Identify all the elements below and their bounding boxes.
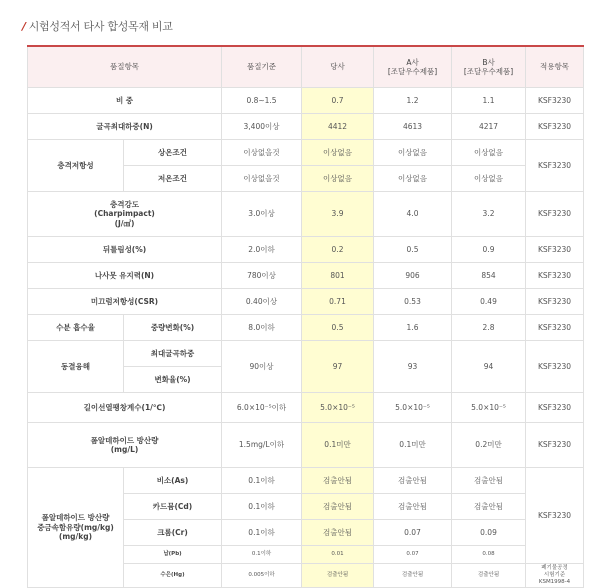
row-label: 길이선열팽창계수(1/℃)	[28, 393, 222, 423]
header-a-name: A사	[406, 57, 419, 67]
title-text: 시험성적서 타사 합성목재 비교	[28, 20, 173, 33]
cell-a: 검출안됨	[374, 564, 452, 588]
cell-ours: 검출안됨	[302, 494, 374, 520]
row-group-label	[28, 468, 124, 588]
cell-ours: 97	[302, 341, 374, 393]
header-item: 품질항목	[28, 46, 222, 88]
cell-ours: 이상없음	[302, 140, 374, 166]
row-sublabel: 저온조건	[124, 166, 222, 192]
table-row	[28, 237, 584, 263]
cell-applied	[526, 564, 584, 588]
cell-ours: 3.9	[302, 192, 374, 237]
row-sublabel: 크롬(Cr)	[124, 520, 222, 546]
cell-b: 0.09	[452, 520, 526, 546]
row-sublabel: 카드뮴(Cd)	[124, 494, 222, 520]
row-label: 뒤틀림성(%)	[28, 237, 222, 263]
row-sublabel: 상온조건	[124, 140, 222, 166]
header-applied: 적용항목	[526, 46, 584, 88]
cell-a: 0.07	[374, 520, 452, 546]
row-label-line: (J/㎠)	[114, 218, 135, 228]
header-standard: 품질기준	[222, 46, 302, 88]
cell-b: 검출안됨	[452, 494, 526, 520]
cell-b: 이상없음	[452, 140, 526, 166]
table-row	[28, 423, 584, 468]
row-label-line: 폼알데하이드 방산량	[90, 435, 159, 445]
cell-ours: 0.7	[302, 88, 374, 114]
row-label: 굴곡최대하중(N)	[28, 114, 222, 140]
row-label: 수분 흡수율	[28, 315, 124, 341]
table-row	[28, 263, 584, 289]
cell-a: 0.1미만	[374, 423, 452, 468]
cell-a: 이상없음	[374, 140, 452, 166]
cell-b: 94	[452, 341, 526, 393]
cell-b: 0.9	[452, 237, 526, 263]
cell-a: 93	[374, 341, 452, 393]
cell-b: 4217	[452, 114, 526, 140]
cell-ours: 이상없음	[302, 166, 374, 192]
cell-standard: 3.0이상	[222, 192, 302, 237]
row-label-line: (mg/kg)	[58, 532, 93, 542]
cell-standard: 이상없을것	[222, 140, 302, 166]
cell-a: 검출안됨	[374, 494, 452, 520]
table-row	[28, 140, 584, 166]
cell-a: 1.6	[374, 315, 452, 341]
row-sublabel: 변화율(%)	[124, 367, 222, 393]
cell-ours: 검출안됨	[302, 564, 374, 588]
table-row	[28, 88, 584, 114]
row-label-line: 폼알데하이드 방산량	[41, 513, 110, 523]
applied-line: KSM1998-4	[538, 578, 571, 585]
cell-applied: KSF3230	[526, 140, 584, 192]
row-group-label: 동결융해	[28, 341, 124, 393]
row-label-line: 중금속함유량(mg/kg)	[37, 522, 114, 532]
header-company-b	[452, 46, 526, 88]
cell-standard: 0.1이하	[222, 520, 302, 546]
cell-a: 0.07	[374, 546, 452, 564]
page-title	[22, 18, 173, 34]
row-label: 비 중	[28, 88, 222, 114]
cell-b: 검출안됨	[452, 468, 526, 494]
cell-ours: 4412	[302, 114, 374, 140]
cell-a: 906	[374, 263, 452, 289]
row-sublabel: 수은(Hg)	[124, 564, 222, 588]
cell-standard: 0.8~1.5	[222, 88, 302, 114]
cell-applied: KSF3230	[526, 114, 584, 140]
table-row	[28, 289, 584, 315]
header-b-name: B사	[482, 57, 495, 67]
row-label: 나사못 유지력(N)	[28, 263, 222, 289]
table-header-row	[28, 46, 584, 88]
table-row	[28, 315, 584, 341]
cell-applied: KSF3230	[526, 192, 584, 237]
cell-b: 0.49	[452, 289, 526, 315]
cell-b: 0.2미만	[452, 423, 526, 468]
cell-standard: 이상없을것	[222, 166, 302, 192]
cell-standard: 90이상	[222, 341, 302, 393]
cell-a: 5.0×10⁻⁵	[374, 393, 452, 423]
table-row	[28, 192, 584, 237]
row-sublabel: 납(Pb)	[124, 546, 222, 564]
cell-a: 4.0	[374, 192, 452, 237]
title-mark-icon: /	[22, 20, 26, 33]
row-label-line: 충격강도	[110, 199, 139, 209]
cell-b: 이상없음	[452, 166, 526, 192]
cell-standard: 3,400이상	[222, 114, 302, 140]
header-b-note: [조달우수제품]	[463, 67, 514, 76]
cell-a: 이상없음	[374, 166, 452, 192]
cell-ours: 0.01	[302, 546, 374, 564]
cell-standard: 6.0×10⁻⁵이하	[222, 393, 302, 423]
cell-applied: KSF3230	[526, 393, 584, 423]
cell-b: 854	[452, 263, 526, 289]
cell-ours: 0.5	[302, 315, 374, 341]
cell-ours: 검출안됨	[302, 520, 374, 546]
row-label-line: (mg/L)	[110, 445, 139, 454]
comparison-table-wrap	[27, 45, 583, 588]
row-sublabel: 최대굴곡하중	[124, 341, 222, 367]
table-row	[28, 468, 584, 494]
cell-b: 0.08	[452, 546, 526, 564]
cell-b: 2.8	[452, 315, 526, 341]
cell-applied: KSF3230	[526, 263, 584, 289]
cell-b: 5.0×10⁻⁵	[452, 393, 526, 423]
cell-standard: 0.1이하	[222, 546, 302, 564]
row-group-label: 충격저항성	[28, 140, 124, 192]
cell-applied: KSF3230	[526, 423, 584, 468]
cell-standard: 0.1이하	[222, 468, 302, 494]
cell-standard: 0.1이하	[222, 494, 302, 520]
cell-ours: 5.0×10⁻⁵	[302, 393, 374, 423]
header-ours: 당사	[302, 46, 374, 88]
cell-a: 0.5	[374, 237, 452, 263]
cell-b: 3.2	[452, 192, 526, 237]
cell-standard: 1.5mg/L이하	[222, 423, 302, 468]
row-label: 미끄럼저항성(CSR)	[28, 289, 222, 315]
cell-applied: KSF3230	[526, 315, 584, 341]
cell-applied: KSF3230	[526, 468, 584, 564]
header-company-a	[374, 46, 452, 88]
header-a-note: [조달우수제품]	[387, 67, 438, 76]
cell-ours: 0.71	[302, 289, 374, 315]
cell-standard: 2.0이하	[222, 237, 302, 263]
table-row	[28, 393, 584, 423]
cell-a: 0.53	[374, 289, 452, 315]
table-row	[28, 341, 584, 367]
comparison-table	[27, 45, 584, 588]
cell-b: 1.1	[452, 88, 526, 114]
cell-applied: KSF3230	[526, 341, 584, 393]
row-label	[28, 192, 222, 237]
row-sublabel: 비소(As)	[124, 468, 222, 494]
cell-a: 4613	[374, 114, 452, 140]
cell-ours: 검출안됨	[302, 468, 374, 494]
cell-ours: 0.1미만	[302, 423, 374, 468]
row-label	[28, 423, 222, 468]
cell-ours: 801	[302, 263, 374, 289]
applied-line: 시험기준	[543, 572, 566, 579]
row-sublabel: 중량변화(%)	[124, 315, 222, 341]
cell-standard: 0.005이하	[222, 564, 302, 588]
cell-applied: KSF3230	[526, 289, 584, 315]
cell-applied: KSF3230	[526, 88, 584, 114]
cell-ours: 0.2	[302, 237, 374, 263]
cell-applied: KSF3230	[526, 237, 584, 263]
cell-a: 검출안됨	[374, 468, 452, 494]
cell-standard: 780이상	[222, 263, 302, 289]
cell-b: 검출안됨	[452, 564, 526, 588]
row-label-line: (Charpimpact)	[94, 209, 155, 219]
applied-line: 폐기물공정	[541, 565, 568, 572]
table-row	[28, 114, 584, 140]
cell-standard: 0.40이상	[222, 289, 302, 315]
cell-standard: 8.0이하	[222, 315, 302, 341]
cell-a: 1.2	[374, 88, 452, 114]
